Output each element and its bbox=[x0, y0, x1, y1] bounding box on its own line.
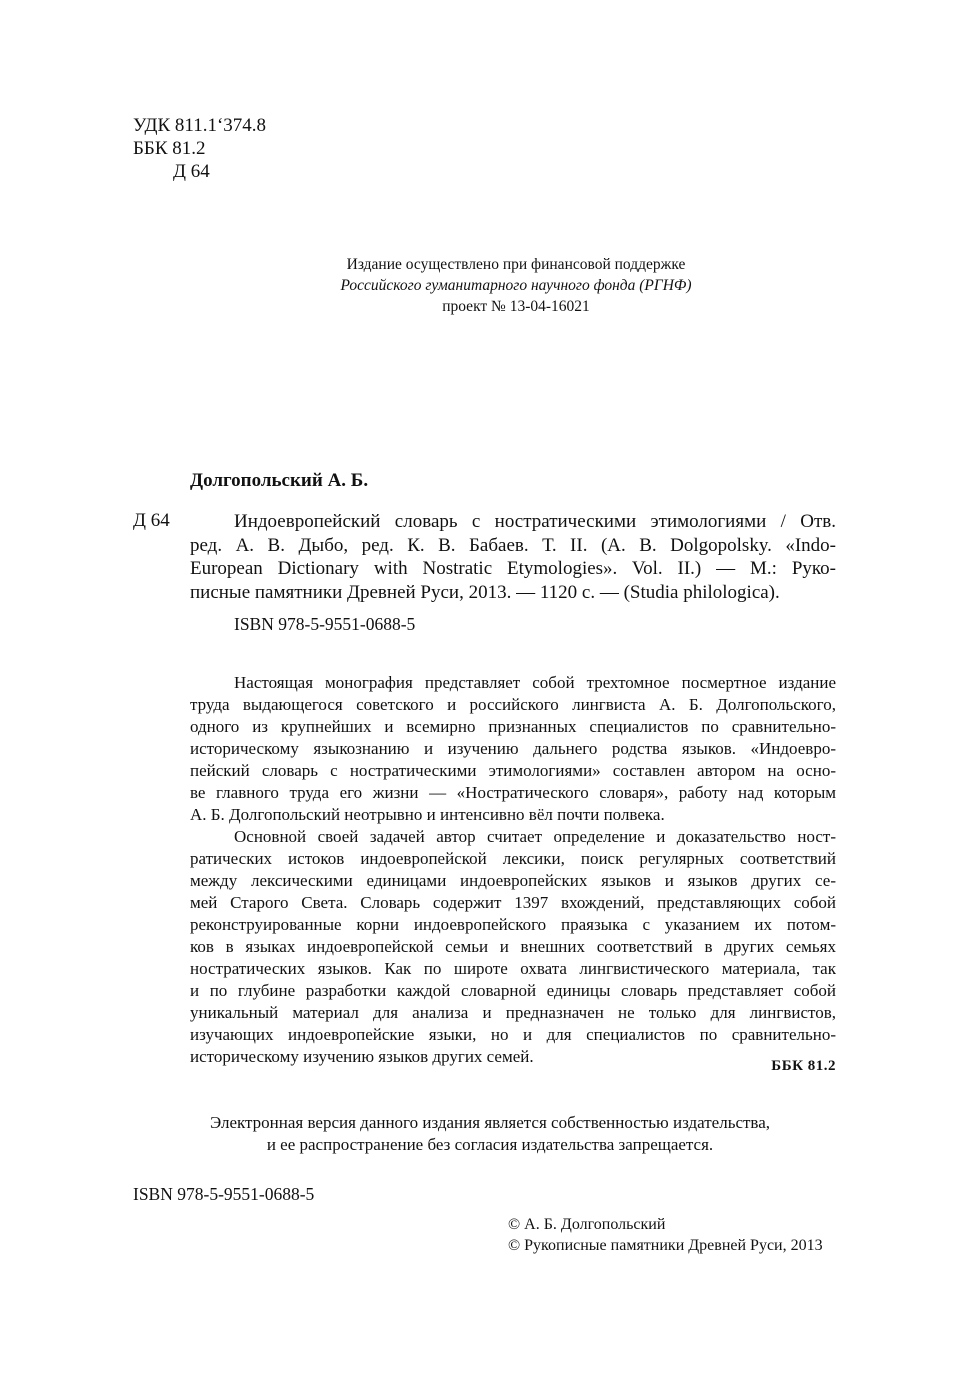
biblio-line: Индоевропейский словарь с ностратическими этимологиями / Отв. bbox=[234, 511, 836, 532]
abstract-line: и по глубине разработки каждой словарной единицы словарь представляет собой bbox=[190, 981, 836, 1000]
abstract-bbk: ББК 81.2 bbox=[771, 1058, 836, 1074]
biblio-line: ред. А. В. Дыбо, ред. К. В. Бабаев. Т. II. (A. B. Dolgopolsky. «Indo- bbox=[190, 534, 836, 556]
abstract-line: историческому изучению языков других семей. bbox=[190, 1047, 534, 1066]
funding-line-1: Издание осуществлено при финансовой поддержке bbox=[346, 256, 686, 273]
funding-line-3: проект № 13-04-16021 bbox=[442, 298, 590, 315]
copyright-publisher: © Рукописные памятники Древней Руси, 2013 bbox=[508, 1237, 823, 1254]
copyright-notice bbox=[150, 1112, 830, 1156]
biblio-code: Д 64 bbox=[133, 510, 170, 531]
isbn-bottom: ISBN 978-5-9551-0688-5 bbox=[133, 1184, 315, 1204]
notice-line-2: и ее распространение без согласия издательства запрещается. bbox=[266, 1135, 714, 1154]
abstract-line: пейский словарь с ностратическими этимологиями» составлен автором на осно- bbox=[190, 761, 836, 780]
abstract-line: уникальный материал для анализа и предназначен не только для лингвистов, bbox=[190, 1003, 836, 1022]
biblio-line: European Dictionary with Nostratic Etymologies». Vol. II.) — М.: Руко- bbox=[190, 558, 836, 579]
notice-line-1: Электронная версия данного издания является собственностью издательства, bbox=[209, 1113, 771, 1132]
biblio-line: писные памятники Древней Руси, 2013. — 1120 с. — (Studia philologica). bbox=[190, 581, 780, 603]
copyright-author: © А. Б. Долгопольский bbox=[508, 1216, 666, 1233]
bbk-code: ББК 81.2 bbox=[133, 138, 206, 159]
abstract bbox=[190, 672, 836, 1068]
abstract-line: ве главного труда его жизни — «Ностратического словаря», работу над которым bbox=[190, 783, 836, 802]
abstract-line: историческому языкознанию и изучению дальнего родства языков. «Индоевро- bbox=[190, 739, 836, 758]
author-mark: Д 64 bbox=[173, 161, 210, 182]
abstract-line: ратических истоков индоевропейской лексики, поиск регулярных соответствий bbox=[190, 849, 836, 868]
isbn-top: ISBN 978-5-9551-0688-5 bbox=[234, 614, 416, 634]
abstract-line: ков в языках индоевропейской семьи и внешних соответствий в других семьях bbox=[190, 937, 836, 956]
author-heading: Долгопольский А. Б. bbox=[190, 470, 369, 491]
abstract-line: изучающих индоевропейские языки, но и для специалистов по сравнительно- bbox=[190, 1025, 836, 1044]
abstract-line: ностратических языков. Как по широте охвата лингвистического материала, так bbox=[190, 959, 836, 978]
abstract-line: одного из крупнейших и всемирно признанных специалистов по сравнительно- bbox=[190, 717, 836, 736]
abstract-line: между лексическими единицами индоевропейских языков и языков других се- bbox=[190, 871, 836, 890]
classification-codes bbox=[133, 114, 266, 183]
udk-code: УДК 811.1‘374.8 bbox=[133, 115, 267, 136]
abstract-line: труда выдающегося советского и российского лингвиста А. Б. Долгопольского, bbox=[190, 695, 836, 714]
funding-note bbox=[300, 254, 732, 317]
abstract-line: Основной своей задачей автор считает определение и доказательство ност- bbox=[234, 827, 836, 846]
bibliographic-record bbox=[190, 510, 836, 604]
abstract-line: мей Старого Света. Словарь содержит 1397 вхождений, представляющих собой bbox=[190, 893, 836, 912]
abstract-line: реконструированные корни индоевропейского праязыка с указанием их потом- bbox=[190, 915, 836, 934]
abstract-line: А. Б. Долгопольский неотрывно и интенсивно вёл почти полвека. bbox=[190, 805, 665, 824]
abstract-line: Настоящая монография представляет собой трехтомное посмертное издание bbox=[234, 673, 836, 692]
funding-line-2: Российского гуманитарного научного фонда (РГНФ) bbox=[340, 277, 692, 294]
copyright-block bbox=[508, 1214, 823, 1256]
